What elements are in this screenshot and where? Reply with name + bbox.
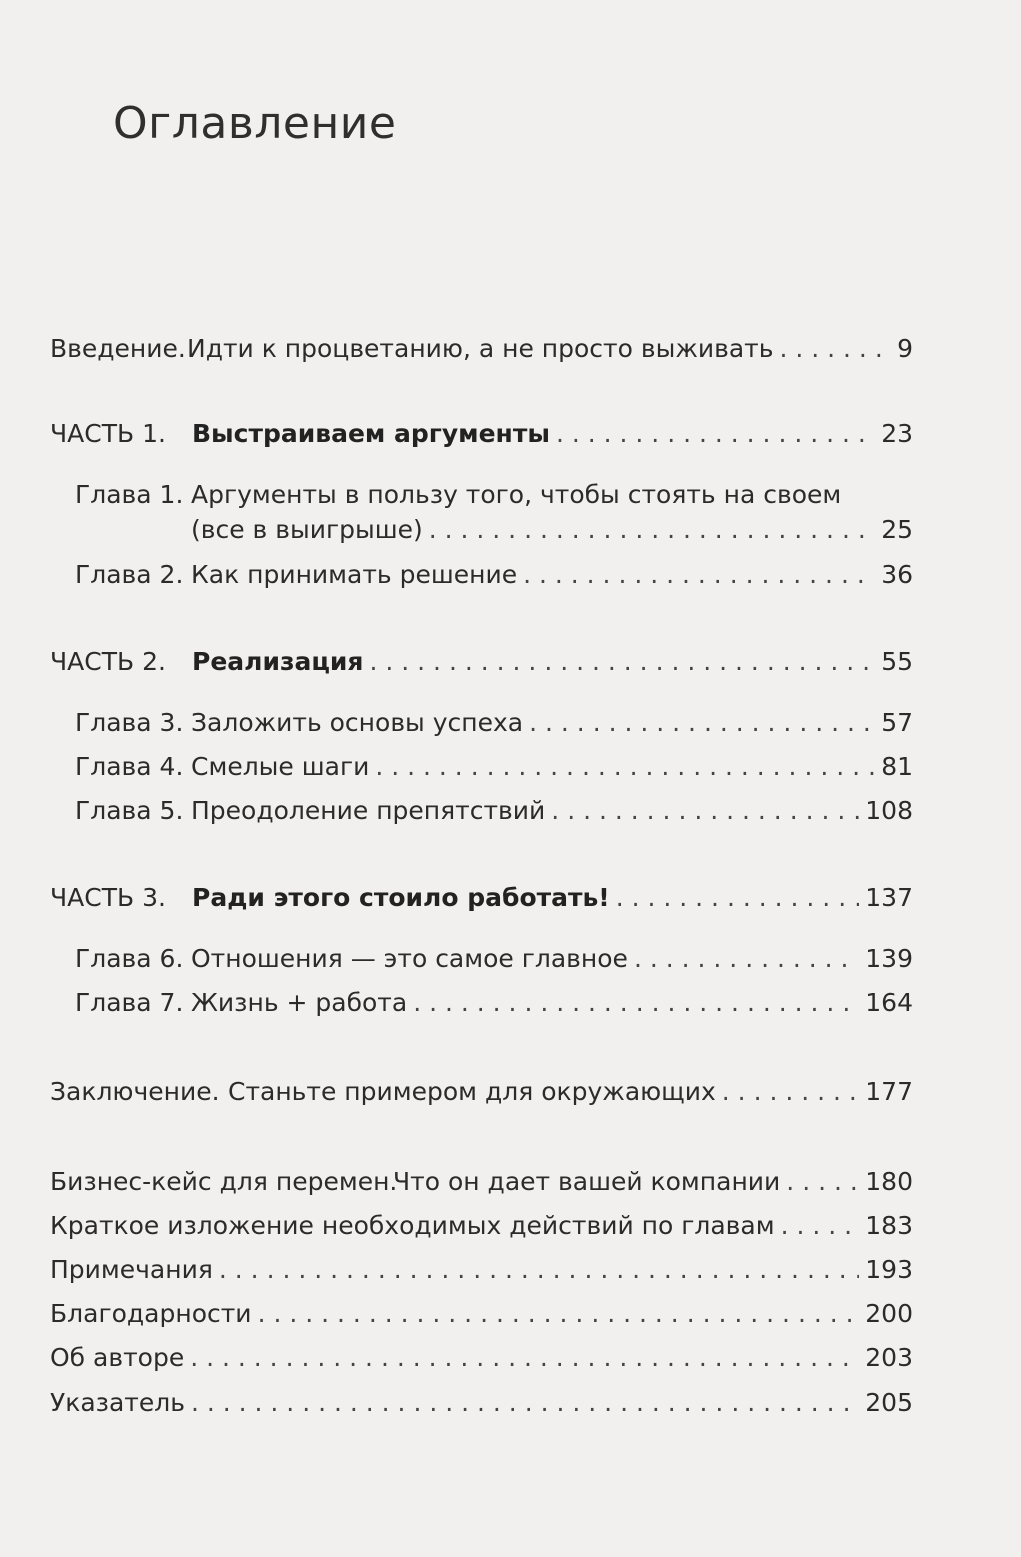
entry-label: Глава 6. [75,944,184,973]
dot-leader [529,706,875,740]
toc-entry-chapter-1-continued [191,513,913,547]
toc-entry-chapter-4 [75,750,913,784]
toc-entry-notes [50,1253,913,1287]
entry-label: ЧАСТЬ 3. [50,883,166,912]
toc-entry-part-3 [50,881,913,915]
entry-title: Станьте примером для окружающих [228,1077,716,1106]
toc-entry-part-2 [50,645,913,679]
entry-title: Об авторе [50,1343,185,1372]
entry-label: ЧАСТЬ 1. [50,419,166,448]
entry-title-continued: (все в выигрыше) [191,515,423,544]
entry-page-number: 205 [865,1388,913,1417]
dot-leader [369,645,875,679]
entry-page-number: 25 [881,515,913,544]
dot-leader [219,1253,859,1287]
entry-page-number: 137 [865,883,913,912]
entry-title: Выстраиваем аргументы [192,419,550,448]
page-title: Оглавление [113,98,397,149]
entry-label: Глава 1. [75,480,184,509]
dot-leader [722,1075,860,1109]
toc-entry-conclusion [50,1075,913,1109]
toc-entry-business-case [50,1165,913,1199]
dot-leader [616,881,860,915]
entry-title: Краткое изложение необходимых действий по главам [50,1211,775,1240]
toc-entry-chapter-3 [75,706,913,740]
entry-label: Бизнес-кейс для перемен. [50,1167,398,1196]
entry-title: Реализация [192,647,364,676]
toc-entry-summary [50,1209,913,1243]
entry-page-number: 36 [881,560,913,589]
entry-label: Глава 3. [75,708,184,737]
toc-entry-chapter-7 [75,986,913,1020]
entry-title: Что он дает вашей компании [393,1167,781,1196]
entry-title: Заложить основы успеха [191,708,524,737]
entry-title: Смелые шаги [191,752,370,781]
toc-entry-about-author [50,1341,913,1375]
entry-title: Жизнь + работа [191,988,408,1017]
entry-page-number: 200 [865,1299,913,1328]
entry-page-number: 193 [865,1255,913,1284]
entry-page-number: 55 [881,647,913,676]
entry-title: Преодоление препятствий [191,796,546,825]
dot-leader [551,794,859,828]
dot-leader [413,986,859,1020]
entry-page-number: 139 [865,944,913,973]
entry-page-number: 203 [865,1343,913,1372]
entry-title: Аргументы в пользу того, чтобы стоять на своем [191,480,842,509]
dot-leader [190,1341,859,1375]
toc-entry-part-1 [50,417,913,451]
entry-label: Заключение. [50,1077,220,1106]
toc-entry-chapter-1 [75,478,913,512]
entry-label: Глава 2. [75,560,184,589]
dot-leader [786,1165,859,1199]
entry-page-number: 81 [881,752,913,781]
entry-title: Отношения — это самое главное [191,944,628,973]
entry-page-number: 108 [865,796,913,825]
dot-leader [375,750,875,784]
entry-label: Глава 4. [75,752,184,781]
entry-page-number: 180 [865,1167,913,1196]
entry-page-number: 164 [865,988,913,1017]
entry-label: Введение. [50,334,186,363]
dot-leader [779,332,891,366]
dot-leader [191,1386,859,1420]
toc-entry-chapter-6 [75,942,913,976]
entry-page-number: 57 [881,708,913,737]
entry-title: Примечания [50,1255,213,1284]
entry-label: ЧАСТЬ 2. [50,647,166,676]
entry-page-number: 9 [897,334,913,363]
toc-entry-chapter-2 [75,558,913,592]
toc-entry-index [50,1386,913,1420]
entry-label: Глава 7. [75,988,184,1017]
dot-leader [523,558,875,592]
toc-entry-acknowledgements [50,1297,913,1331]
entry-title: Благодарности [50,1299,252,1328]
dot-leader [556,417,875,451]
entry-label: Глава 5. [75,796,184,825]
toc-entry-introduction [50,332,913,366]
entry-page-number: 183 [865,1211,913,1240]
dot-leader [634,942,859,976]
toc-entry-chapter-5 [75,794,913,828]
dot-leader [429,513,875,547]
dot-leader [258,1297,860,1331]
entry-page-number: 177 [865,1077,913,1106]
entry-title: Как принимать решение [191,560,518,589]
entry-title: Указатель [50,1388,185,1417]
entry-title: Идти к процветанию, а не просто выживать [187,334,774,363]
entry-page-number: 23 [881,419,913,448]
dot-leader [781,1209,860,1243]
entry-title: Ради этого стоило работать! [192,883,610,912]
